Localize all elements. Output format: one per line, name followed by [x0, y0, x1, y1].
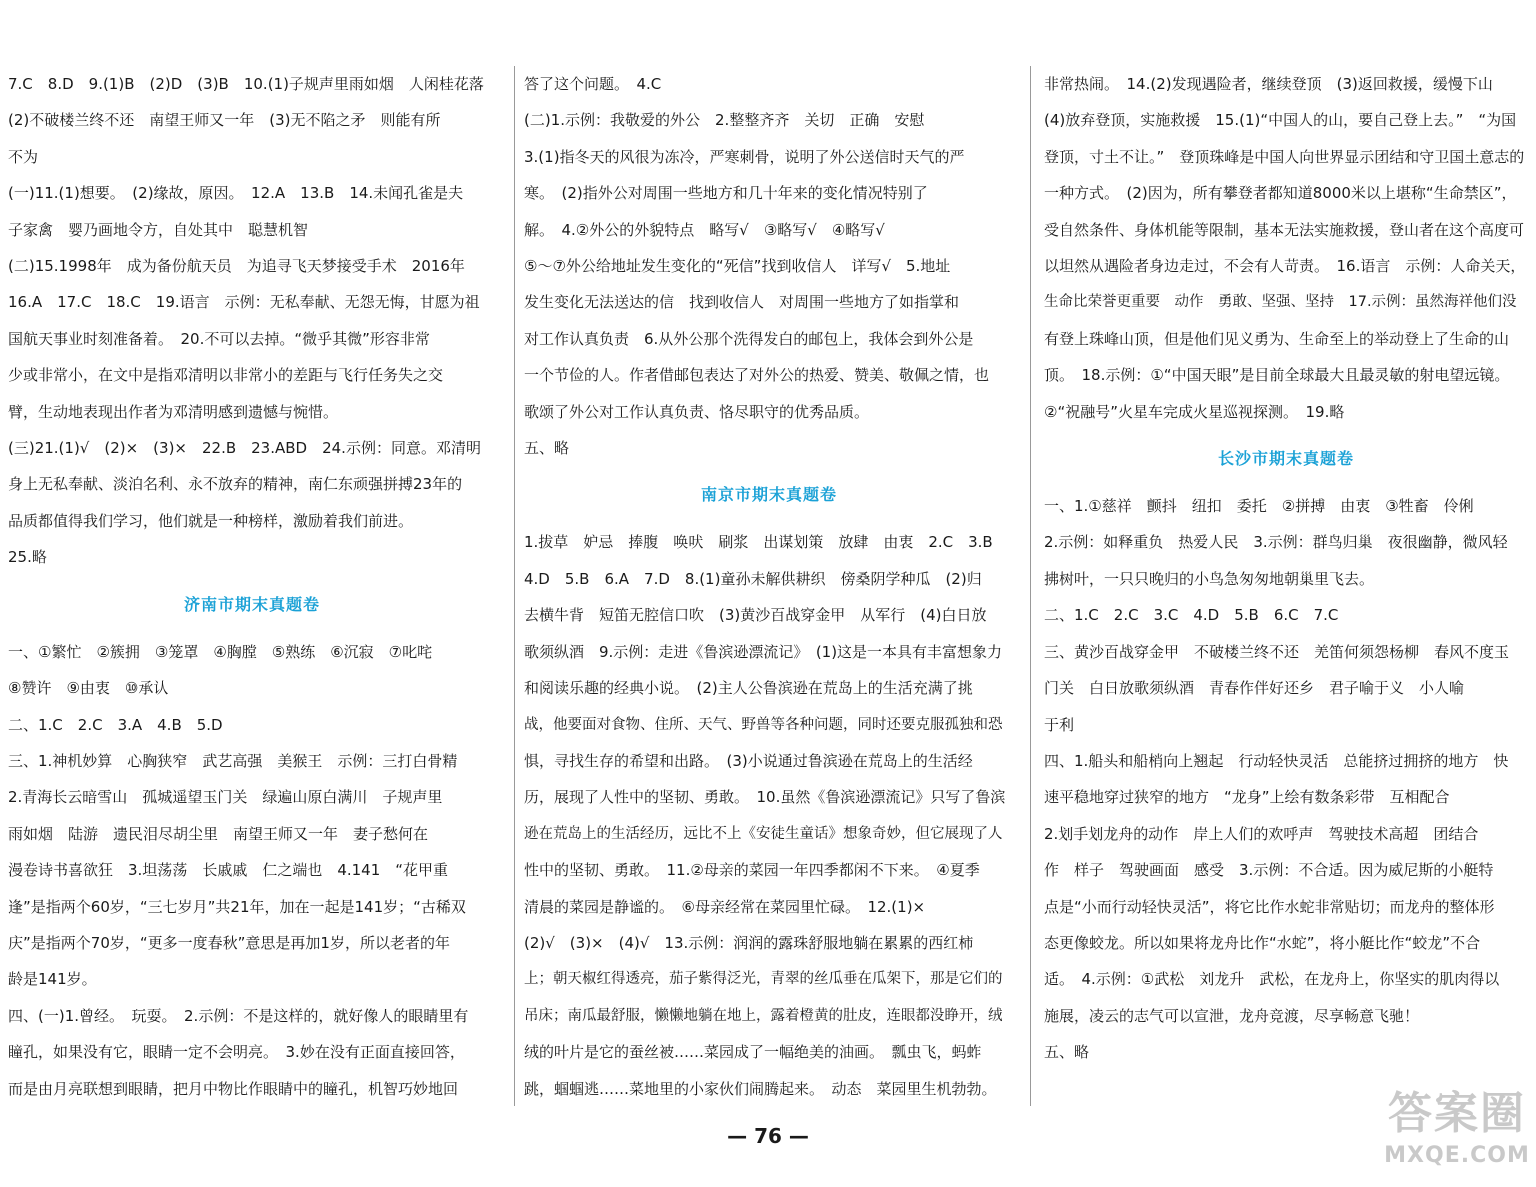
section-title-jinan: 济南市期末真题卷 [183, 594, 320, 614]
answer-line: 4.D 5.B 6.A 7.D 8.(1)童孙未解供耕织 傍桑阴学种瓜 (2)归 [524, 569, 982, 588]
answer-line: 逊在荒岛上的生活经历，远比不上《安徒生童话》想象奇妙，但它展现了人 [524, 825, 1003, 842]
watermark-logo [1384, 1085, 1530, 1181]
answer-line: 速平稳地穿过狭窄的地方 “龙身”上绘有数条彩带 互相配合 [1044, 788, 1450, 807]
answer-line: 子家禽 婴乃画地令方，自处其中 聪慧机智 [8, 220, 309, 239]
answer-line: 五、略 [1044, 1043, 1090, 1062]
answer-line: (一)11.(1)想要。 (2)缘故，原因。 12.A 13.B 14.未闻孔雀是夫 [8, 184, 464, 203]
column-divider [1030, 66, 1031, 1106]
answer-line: 上；朝天椒红得透亮，茄子紫得泛光，青翠的丝瓜垂在瓜架下，那是它们的 [524, 971, 1003, 988]
answer-line: 作 样子 驾驶画面 感受 3.示例：不合适。因为威尼斯的小艇特 [1044, 861, 1494, 880]
answer-line: 受自然条件、身体机能等限制，基本无法实施救援，登山者在这个高度可 [1044, 220, 1525, 239]
answer-line: 答了这个问题。 4.C [524, 75, 662, 93]
answer-line: ⑤～⑦外公给地址发生变化的“死信”找到收信人 详写√ 5.地址 [524, 257, 951, 276]
answer-line: 吊床；南瓜最舒服，懒懒地躺在地上，露着橙黄的肚皮，连眼都没睁开，绒 [524, 1007, 1003, 1024]
answer-line: (三)21.(1)√ (2)× (3)× 22.B 23.ABD 24.示例：同意。邓清明 [8, 439, 481, 458]
answer-line: 1.拔草 妒忌 捧腹 唤吠 刷浆 出谋划策 放肆 由衷 2.C 3.B [524, 533, 993, 552]
right-lines-top [1044, 66, 1528, 430]
answer-line: ⑧赞许 ⑨由衷 ⑩承认 [8, 679, 169, 698]
left-lines-top [8, 66, 496, 576]
answer-line: 非常热闹。 14.(2)发现遇险者，继续登顶 (3)返回救援，缓慢下山 [1044, 75, 1493, 93]
answer-line: 清晨的菜园是静谧的。 ⑥母亲经常在菜园里忙碌。 12.(1)× [524, 897, 926, 916]
answer-line: 雨如烟 陆游 遗民泪尽胡尘里 南望王师又一年 妻子愁何在 [8, 824, 429, 843]
answer-line: ②“祝融号”火星车完成火星巡视探测。 19.略 [1044, 402, 1345, 421]
answer-line: (4)放弃登顶，实施救援 15.(1)“中国人的山，要自己登上去。” “为国 [1044, 111, 1517, 130]
answer-line: 以坦然从遇险者身边走过，不会有人苛责。 16.语言 示例：人命关天， [1044, 257, 1526, 276]
answer-column-right [1044, 66, 1528, 1071]
section-title-changsha: 长沙市期末真题卷 [1217, 449, 1354, 469]
answer-line: 寒。 (2)指外公对周围一些地方和几十年来的变化情况特别了 [524, 184, 928, 203]
answer-line: 二、1.C 2.C 3.C 4.D 5.B 6.C 7.C [1044, 606, 1339, 625]
answer-line: 点是“小而行动轻快灵活”，将它比作水蛇非常贴切；而龙舟的整体形 [1044, 897, 1495, 916]
answer-line: 歌颂了外公对工作认真负责、恪尽职守的优秀品质。 [524, 402, 870, 421]
answer-line: 有登上珠峰山顶，但是他们见义勇为、生命至上的举动登上了生命的山 [1044, 329, 1510, 348]
answer-line: 国航天事业时刻准备着。 20.不可以去掉。“微乎其微”形容非常 [8, 329, 430, 348]
answer-line: 拂树叶，一只只晚归的小鸟急匆匆地朝巢里飞去。 [1044, 569, 1375, 588]
answer-line: 漫卷诗书喜欲狂 3.坦荡荡 长戚戚 仁之端也 4.141 “花甲重 [8, 861, 449, 880]
answer-line: 四、1.船头和船梢向上翘起 行动轻快灵活 总能挤过拥挤的地方 快 [1044, 751, 1509, 770]
answer-line: 2.示例：如释重负 热爱人民 3.示例：群鸟归巢 夜很幽静，微风轻 [1044, 533, 1508, 552]
answer-line: 7.C 8.D 9.(1)B (2)D (3)B 10.(1)子规声里雨如烟 人闲桂花落 [8, 75, 484, 93]
answer-line: 顶。 18.示例：①“中国天眼”是目前全球最大且最灵敏的射电望远镜。 [1044, 366, 1510, 385]
answer-line: 三、1.神机妙算 心胸狭窄 武艺高强 美猴王 示例：三打白骨精 [8, 751, 458, 770]
answer-line: 登顶，寸土不让。” 登顶珠峰是中国人向世界显示团结和守卫国土意志的 [1044, 147, 1525, 166]
answer-line: 二、1.C 2.C 3.A 4.B 5.D [8, 715, 223, 734]
right-lines-bottom [1044, 488, 1528, 1071]
answer-line: 不为 [8, 147, 39, 166]
answer-column-middle [524, 66, 1014, 1107]
answer-line: 一个节俭的人。作者借邮包表达了对外公的热爱、赞美、敬佩之情，也 [524, 366, 990, 385]
answer-line: 战，他要面对食物、住所、天气、野兽等各种问题，同时还要克服孤独和恐 [524, 716, 1003, 733]
answer-line: 歌须纵酒 9.示例：走进《鲁滨逊漂流记》 (1)这是一本具有丰富想象力 [524, 642, 1003, 661]
answer-line: 五、略 [524, 439, 570, 458]
answer-line: 逢”是指两个60岁，“三七岁月”共21年，加在一起是141岁；“古稀双 [8, 897, 466, 916]
middle-lines-bottom [524, 524, 1014, 1107]
answer-line: 16.A 17.C 18.C 19.语言 示例：无私奉献、无怨无悔，甘愿为祖 [8, 293, 480, 312]
answer-line: 施展，凌云的志气可以宣泄，龙舟竞渡，尽享畅意飞驰！ [1044, 1006, 1420, 1025]
answer-column-left [8, 66, 496, 1107]
answer-line: 态更像蛟龙。所以如果将龙舟比作“水蛇”，将小艇比作“蛟龙”不合 [1044, 933, 1481, 952]
answer-line: (二)15.1998年 成为备份航天员 为追寻飞天梦接受手术 2016年 [8, 257, 465, 276]
answer-line: 25.略 [8, 548, 47, 567]
answer-line: (二)1.示例：我敬爱的外公 2.整整齐齐 关切 正确 安慰 [524, 111, 925, 130]
answer-line: 绒的叶片是它的蚕丝被……菜园成了一幅绝美的油画。 瓢虫飞，蚂蚱 [524, 1043, 982, 1062]
answer-line: 四、(一)1.曾经。 玩耍。 2.示例：不是这样的，就好像人的眼睛里有 [8, 1006, 469, 1025]
answer-line: 解。 4.②外公的外貌特点 略写√ ③略写√ ④略写√ [524, 220, 885, 239]
answer-line: (2)√ (3)× (4)√ 13.示例：润润的露珠舒服地躺在累累的西红柿 [524, 933, 974, 952]
answer-line: 发生变化无法送达的信 找到收信人 对周围一些地方了如指掌和 [524, 293, 960, 312]
answer-line: 而是由月亮联想到眼睛，把月中物比作眼睛中的瞳孔，机智巧妙地回 [8, 1079, 459, 1098]
answer-line: 2.划手划龙舟的动作 岸上人们的欢呼声 驾驶技术高超 团结合 [1044, 824, 1479, 843]
answer-line: 臂，生动地表现出作者为邓清明感到遗憾与惋惜。 [8, 402, 339, 421]
answer-line: 惧，寻找生存的希望和出路。 (3)小说通过鲁滨逊在荒岛上的生活经 [524, 751, 973, 770]
answer-line: 2.青海长云暗雪山 孤城遥望玉门关 绿遍山原白满川 子规声里 [8, 788, 443, 807]
answer-line: 一种方式。 (2)因为，所有攀登者都知道8000米以上堪称“生命禁区”， [1044, 184, 1517, 203]
answer-line: 去横牛背 短笛无腔信口吹 (3)黄沙百战穿金甲 从军行 (4)白日放 [524, 606, 987, 625]
answer-line: 身上无私奉献、淡泊名利、永不放弃的精神，南仁东顽强拼搏23年的 [8, 475, 463, 494]
watermark-url: MXQE.COM [1384, 1143, 1530, 1168]
answer-line: 门关 白日放歌须纵酒 青春作伴好还乡 君子喻于义 小人喻 [1044, 679, 1465, 698]
column-divider [514, 66, 515, 1106]
answer-line: 3.(1)指冬天的风很为冻冷，严寒刺骨，说明了外公送信时天气的严 [524, 147, 965, 166]
answer-line: 三、黄沙百战穿金甲 不破楼兰终不还 羌笛何须怨杨柳 春风不度玉 [1044, 642, 1510, 661]
answer-line: 龄是141岁。 [8, 970, 97, 989]
page-number: — 76 — [727, 1124, 809, 1148]
answer-line: 品质都值得我们学习，他们就是一种榜样，激励着我们前进。 [8, 511, 414, 530]
answer-line: (2)不破楼兰终不还 南望王师又一年 (3)无不陷之矛 则能有所 [8, 111, 441, 130]
answer-line: 和阅读乐趣的经典小说。 (2)主人公鲁滨逊在荒岛上的生活充满了挑 [524, 679, 973, 698]
answer-line: 于利 [1044, 715, 1075, 734]
answer-line: 性中的坚韧、勇敢。 11.②母亲的菜园一年四季都闲不下来。 ④夏季 [524, 861, 980, 880]
watermark-logo-text: 答案圈 [1388, 1088, 1526, 1139]
answer-line: 庆”是指两个70岁，“更多一度春秋”意思是再加1岁，所以老者的年 [8, 933, 450, 952]
answer-line: 适。 4.示例：①武松 刘龙升 武松，在龙舟上，你坚实的肌肉得以 [1044, 970, 1500, 989]
answer-line: 一、1.①慈祥 颤抖 纽扣 委托 ②拼搏 由衷 ③牲畜 伶俐 [1044, 497, 1474, 516]
middle-lines-top [524, 66, 1014, 466]
answer-line: 瞳孔，如果没有它，眼睛一定不会明亮。 3.妙在没有正面直接回答， [8, 1043, 465, 1062]
left-lines-bottom [8, 634, 496, 1107]
answer-line: 历，展现了人性中的坚韧、勇敢。 10.虽然《鲁滨逊漂流记》只写了鲁滨 [524, 788, 1006, 807]
answer-line: 跳，蝈蝈逃……菜地里的小家伙们闹腾起来。 动态 菜园里生机勃勃。 [524, 1079, 997, 1098]
section-title-nanjing: 南京市期末真题卷 [700, 485, 837, 505]
answer-line: 一、①繁忙 ②簇拥 ③笼罩 ④胸膛 ⑤熟练 ⑥沉寂 ⑦叱咤 [8, 642, 433, 661]
answer-line: 生命比荣誉更重要 动作 勇敢、坚强、坚持 17.示例：虽然海祥他们没 [1044, 294, 1517, 311]
answer-line: 少或非常小，在文中是指邓清明以非常小的差距与飞行任务失之交 [8, 366, 444, 385]
answer-line: 对工作认真负责 6.从外公那个洗得发白的邮包上，我体会到外公是 [524, 329, 974, 348]
